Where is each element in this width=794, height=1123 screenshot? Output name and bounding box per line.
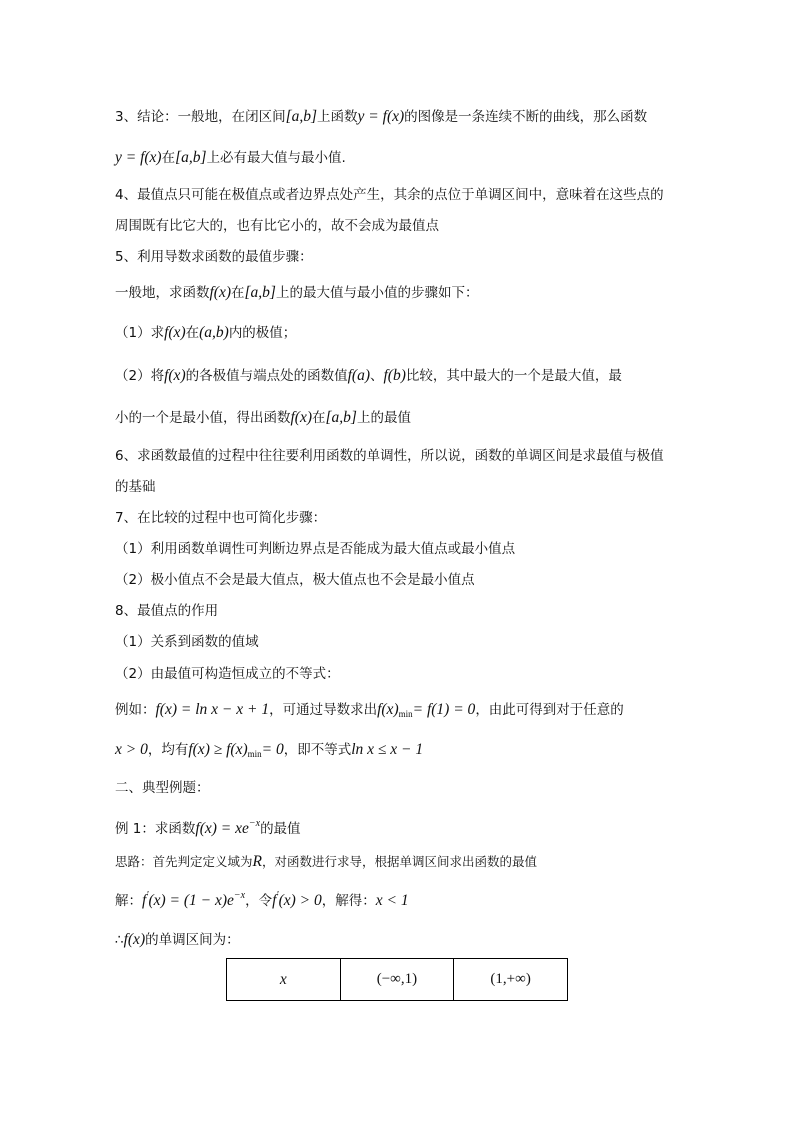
point-7-item-1: （1）利用函数单调性可判断边界点是否能成为最大值点或最小值点 xyxy=(115,541,516,557)
point-7-heading: 7、在比较的过程中也可简化步骤： xyxy=(115,510,327,526)
example-inequality-line-2: x > 0，均有$f(x) \ge f(x)_{min}= 0$，即不等式ln x ≤ x − 1 xyxy=(115,741,424,759)
step-1: （1）求f(x)在(a,b)内的极值； xyxy=(115,324,297,341)
point-5-heading: 5、利用导数求函数的最值步骤： xyxy=(115,249,313,265)
point-6-line-1: 6、求函数最值的过程中往往要利用函数的单调性，所以说，函数的单调区间是求最值与极值 xyxy=(115,448,664,464)
point-8-heading: 8、最值点的作用 xyxy=(115,603,219,619)
steps-intro: 一般地，求函数f(x)在[a,b]上的最大值与最小值的步骤如下： xyxy=(115,284,479,301)
monotonic-intervals-intro: ∴f(x)的单调区间为： xyxy=(115,931,240,948)
table-row xyxy=(227,959,568,1001)
conclusion-line-1: 3、结论：一般地，在闭区间[a,b]上函数y = f(x)的图像是一条连续不断的曲线，那么函数 xyxy=(115,108,648,125)
point-8-item-2: （2）由最值可构造恒成立的不等式： xyxy=(115,666,340,682)
monotonic-interval-table xyxy=(226,958,568,1001)
example-1-solution: 解：$f'(x) = (1 - x)e^{-x}$，令f'(x) > 0，解得：x < 1 xyxy=(115,890,409,909)
point-4-line-1: 4、最值点只可能在极值点或者边界点处产生，其余的点位于单调区间中，意味着在这些点的 xyxy=(115,187,664,203)
section-heading-examples: 二、典型例题： xyxy=(115,780,210,796)
point-8-item-1: （1）关系到函数的值域 xyxy=(115,634,259,650)
point-7-item-2: （2）极小值点不会是最大值点，极大值点也不会是最小值点 xyxy=(115,572,475,588)
point-4-line-2: 周围既有比它大的，也有比它小的，故不会成为最值点 xyxy=(115,218,439,234)
example-1-approach: 思路：首先判定定义域为R，对函数进行求导，根据单调区间求出函数的最值 xyxy=(115,853,537,870)
table-cell-interval-1: (−∞,1) xyxy=(340,959,454,1001)
table-cell-x: x xyxy=(227,959,341,1001)
conclusion-line-2: y = f(x)在[a,b]上必有最大值与最小值. xyxy=(115,149,346,166)
example-1-title: 例 1：求函数$f(x) = xe^{-x}$的最值 xyxy=(115,818,301,837)
table-cell-interval-2: (1,+∞) xyxy=(454,959,568,1001)
point-6-line-2: 的基础 xyxy=(115,479,156,495)
step-2-line-2: 小的一个是最小值，得出函数f(x)在[a,b]上的最值 xyxy=(115,409,411,426)
step-2-line-1: （2）将f(x)的各极值与端点处的函数值f(a)、f(b)比较，其中最大的一个是最大值，最 xyxy=(115,367,622,384)
example-inequality-line-1: 例如：f(x) = ln x − x + 1，可通过导数求出$f(x)_{min}= f(1) = 0$，由此可得到对于任意的 xyxy=(115,701,624,719)
